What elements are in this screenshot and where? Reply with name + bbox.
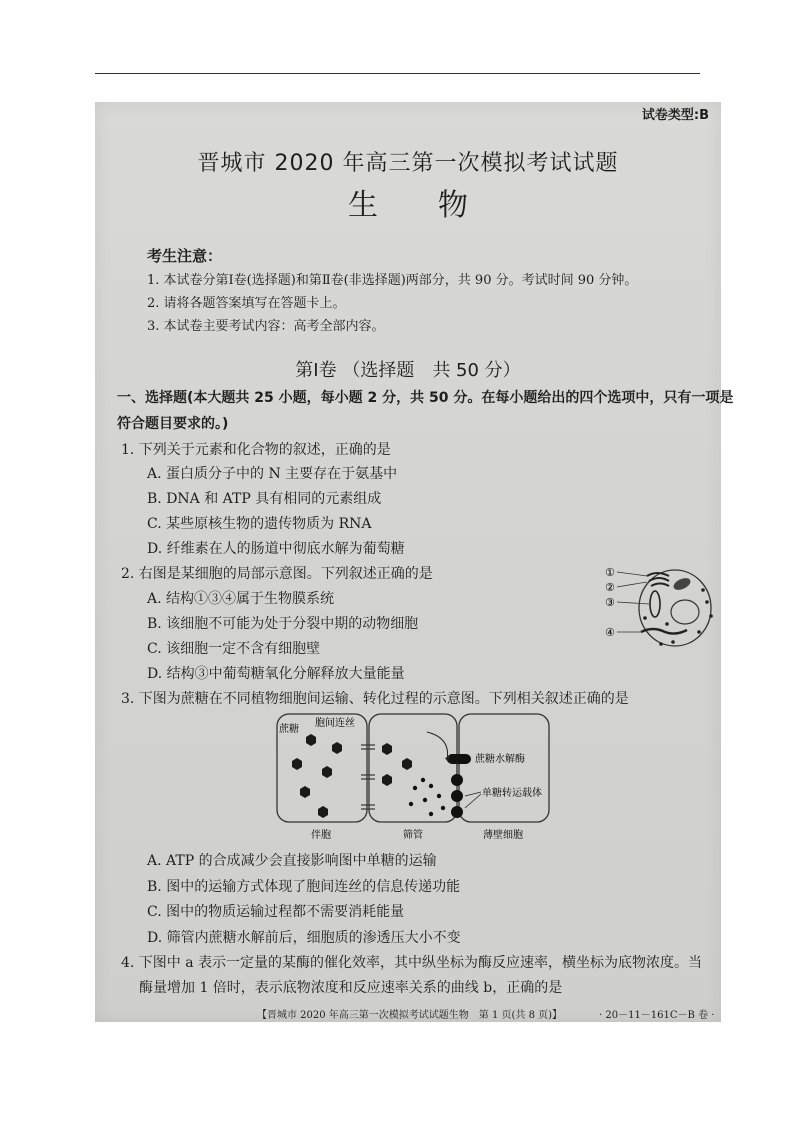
label-sucrose: 蔗糖 — [279, 724, 299, 735]
section-intro: 符合题目要求的。) — [117, 416, 229, 432]
notice-item: 1. 本试卷分第Ⅰ卷(选择题)和第Ⅱ卷(非选择题)两部分，共 90 分。考试时间 90 分钟。 — [147, 273, 638, 288]
exam-subject: 生物 — [348, 188, 528, 223]
question-2-stem: 2. 右图是某细胞的局部示意图。下列叙述正确的是 — [121, 566, 433, 582]
sucrose-molecules — [292, 734, 412, 818]
question-3-stem: 3. 下图为蔗糖在不同植物细胞间运输、转化过程的示意图。下列相关叙述正确的是 — [121, 691, 629, 707]
label-1: ① — [605, 566, 615, 579]
sucrose-transport-diagram — [275, 712, 551, 844]
paper-code: · 20－11－161C－B 卷 · — [599, 1010, 715, 1021]
nucleus-shape — [671, 600, 699, 624]
page-footer: 【晋城市 2020 年高三第一次模拟考试试题生物 第 1 页(共 8 页)】 — [257, 1010, 563, 1021]
question-3-option-d: D. 筛管内蔗糖水解前后，细胞质的渗透压大小不变 — [147, 930, 461, 946]
question-1-option-b: B. DNA 和 ATP 具有相同的元素组成 — [147, 491, 382, 507]
exam-title: 晋城市 2020 年高三第一次模拟考试试题 — [197, 151, 619, 176]
label-invertase: 蔗糖水解酶 — [475, 754, 525, 765]
label-2: ② — [605, 581, 615, 594]
organelle-shape — [672, 576, 693, 593]
label-3: ③ — [605, 596, 615, 609]
mitochondrion-shape — [650, 591, 660, 617]
question-1-option-d: D. 纤维素在人的肠道中彻底水解为葡萄糖 — [147, 541, 405, 557]
question-3-option-c: C. 图中的物质运输过程都不需要消耗能量 — [147, 904, 405, 920]
carrier-protein — [451, 774, 463, 786]
invertase-enzyme — [447, 754, 471, 764]
question-1-stem: 1. 下列关于元素和化合物的叙述，正确的是 — [121, 442, 391, 458]
section-intro: 一、选择题(本大题共 25 小题，每小题 2 分，共 50 分。在每小题给出的四个选项中，只有一项是 — [117, 390, 734, 406]
question-2-option-c: C. 该细胞一定不含有细胞壁 — [147, 641, 321, 657]
label-carrier: 单糖转运载体 — [482, 788, 542, 799]
question-4-stem: 4. 下图中 a 表示一定量的某酶的催化效率，其中纵坐标为酶反应速率，横坐标为底物浓度。当 — [121, 955, 703, 971]
exam-page — [95, 102, 734, 1022]
monosaccharides — [409, 778, 445, 816]
sieve-tube — [369, 714, 457, 822]
cell-diagram — [603, 560, 717, 652]
label-plasmodesmata: 胞间连丝 — [315, 718, 355, 729]
carrier-protein — [451, 790, 463, 802]
header-rule — [95, 73, 700, 74]
question-2-option-a: A. 结构①③④属于生物膜系统 — [147, 591, 335, 607]
paper-type-label: 试卷类型:B — [641, 108, 709, 123]
label-companion: 伴胞 — [311, 830, 331, 841]
notice-item: 3. 本试卷主要考试内容：高考全部内容。 — [147, 319, 385, 334]
label-sieve: 筛管 — [403, 830, 423, 841]
question-2-option-b: B. 该细胞不可能为处于分裂中期的动物细胞 — [147, 616, 419, 632]
conversion-arrow — [427, 732, 448, 760]
plasmodesmata-channels — [361, 745, 375, 809]
question-3-option-b: B. 图中的运输方式体现了胞间连丝的信息传递功能 — [147, 879, 461, 895]
question-1-option-c: C. 某些原核生物的遗传物质为 RNA — [147, 516, 372, 532]
label-parenchyma: 薄壁细胞 — [483, 830, 523, 841]
notice-item: 2. 请将各题答案填写在答题卡上。 — [147, 296, 346, 311]
label-4: ④ — [605, 626, 615, 639]
question-3-option-a: A. ATP 的合成减少会直接影响图中单糖的运输 — [147, 853, 437, 869]
question-4-stem: 酶量增加 1 倍时，表示底物浓度和反应速率关系的曲线 b，正确的是 — [139, 980, 563, 996]
section-title: 第Ⅰ卷 （选择题 共 50 分） — [295, 360, 521, 381]
carrier-protein — [451, 806, 463, 818]
question-1-option-a: A. 蛋白质分子中的 N 主要存在于氨基中 — [147, 466, 398, 482]
notice-heading: 考生注意： — [147, 247, 223, 265]
parenchyma-cell — [459, 714, 549, 822]
question-2-option-d: D. 结构③中葡萄糖氧化分解释放大量能量 — [147, 666, 405, 682]
